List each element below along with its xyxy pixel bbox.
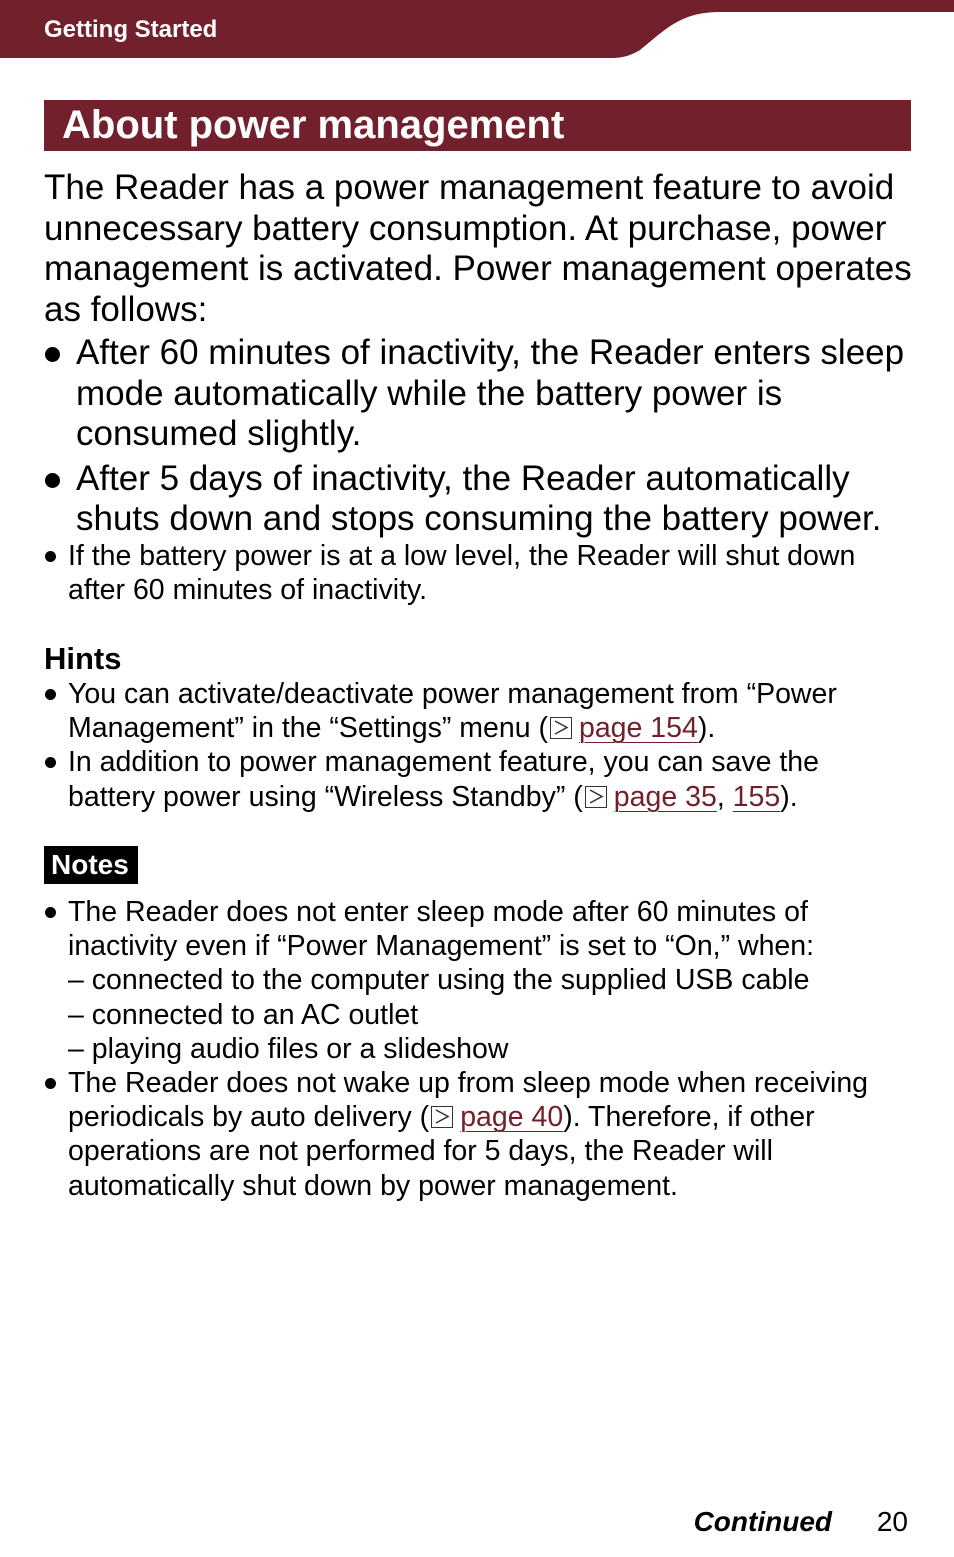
dash-item: – connected to the computer using the supplied USB cable (68, 964, 810, 997)
page-title: About power management (62, 103, 565, 147)
intro-paragraph: The Reader has a power management feature to avoid unnecessary battery consumption. At purchase, power management is activated. Power management operates as follows: (44, 168, 912, 329)
page-link[interactable]: 155 (732, 780, 781, 813)
page-link[interactable]: page 35 (613, 780, 717, 813)
title-bar (44, 100, 911, 151)
link-separator: , (716, 780, 733, 813)
bullet-icon (45, 473, 60, 488)
note-text: If the battery power is at a low level, the Reader will shut down after 60 minutes of inactivity. (68, 540, 856, 607)
dash-item: – connected to an AC outlet (68, 998, 419, 1031)
page-link[interactable]: page 154 (578, 712, 698, 745)
main-bullet-list (44, 333, 914, 544)
page-reference-icon (585, 786, 607, 808)
note-text: The Reader does not wake up from sleep mode when receiving periodicals by auto delivery ( (68, 1067, 869, 1134)
section-label: Getting Started (44, 16, 218, 43)
bullet-text: After 5 days of inactivity, the Reader automatically shuts down and stops consuming the battery power. (76, 458, 882, 538)
bullet-icon (45, 1078, 56, 1089)
list-item (44, 677, 914, 745)
notes-heading: Notes (51, 849, 129, 880)
bullet-icon (45, 689, 56, 700)
note-text: The Reader does not enter sleep mode after 60 minutes of inactivity even if “Power Management” is set to “On,” when: (68, 896, 815, 963)
battery-note (44, 539, 914, 607)
note-list (44, 539, 914, 607)
list-item (44, 895, 914, 1066)
notes-items (44, 895, 914, 1203)
notes-badge (44, 846, 138, 884)
bullet-icon (45, 551, 56, 562)
list-item (44, 539, 914, 607)
list-item (44, 1066, 914, 1203)
header-bar (0, 0, 954, 58)
hints-heading: Hints (44, 641, 122, 676)
page-reference-icon (550, 717, 572, 739)
bullet-icon (45, 347, 60, 362)
hints-list (44, 677, 914, 814)
hint-text-end: ). (697, 712, 716, 745)
bullet-icon (45, 907, 56, 918)
page-number: 20 (876, 1506, 908, 1537)
page-link[interactable]: page 40 (460, 1101, 564, 1134)
list-item (44, 459, 914, 540)
hint-text-end: ). (780, 780, 798, 813)
hint-text: In addition to power management feature, you can save the battery power using “Wireless Standby” ( (68, 746, 819, 813)
notes-list (44, 895, 914, 1203)
list-item (44, 333, 914, 455)
list-item (44, 745, 914, 813)
hints-items (44, 677, 914, 814)
bullet-icon (45, 757, 56, 768)
dash-item: – playing audio files or a slideshow (68, 1032, 509, 1065)
continued-label: Continued (693, 1506, 832, 1537)
bullet-text: After 60 minutes of inactivity, the Reader enters sleep mode automatically while the battery power is consumed slightly. (76, 333, 905, 453)
page-reference-icon (431, 1106, 453, 1128)
note-text-end: ). Therefore, if other operations are not performed for 5 days, the Reader will automatically shut down by power management. (68, 1101, 815, 1202)
hint-text: You can activate/deactivate power management from “Power Management” in the “Settings” menu ( (68, 678, 837, 745)
